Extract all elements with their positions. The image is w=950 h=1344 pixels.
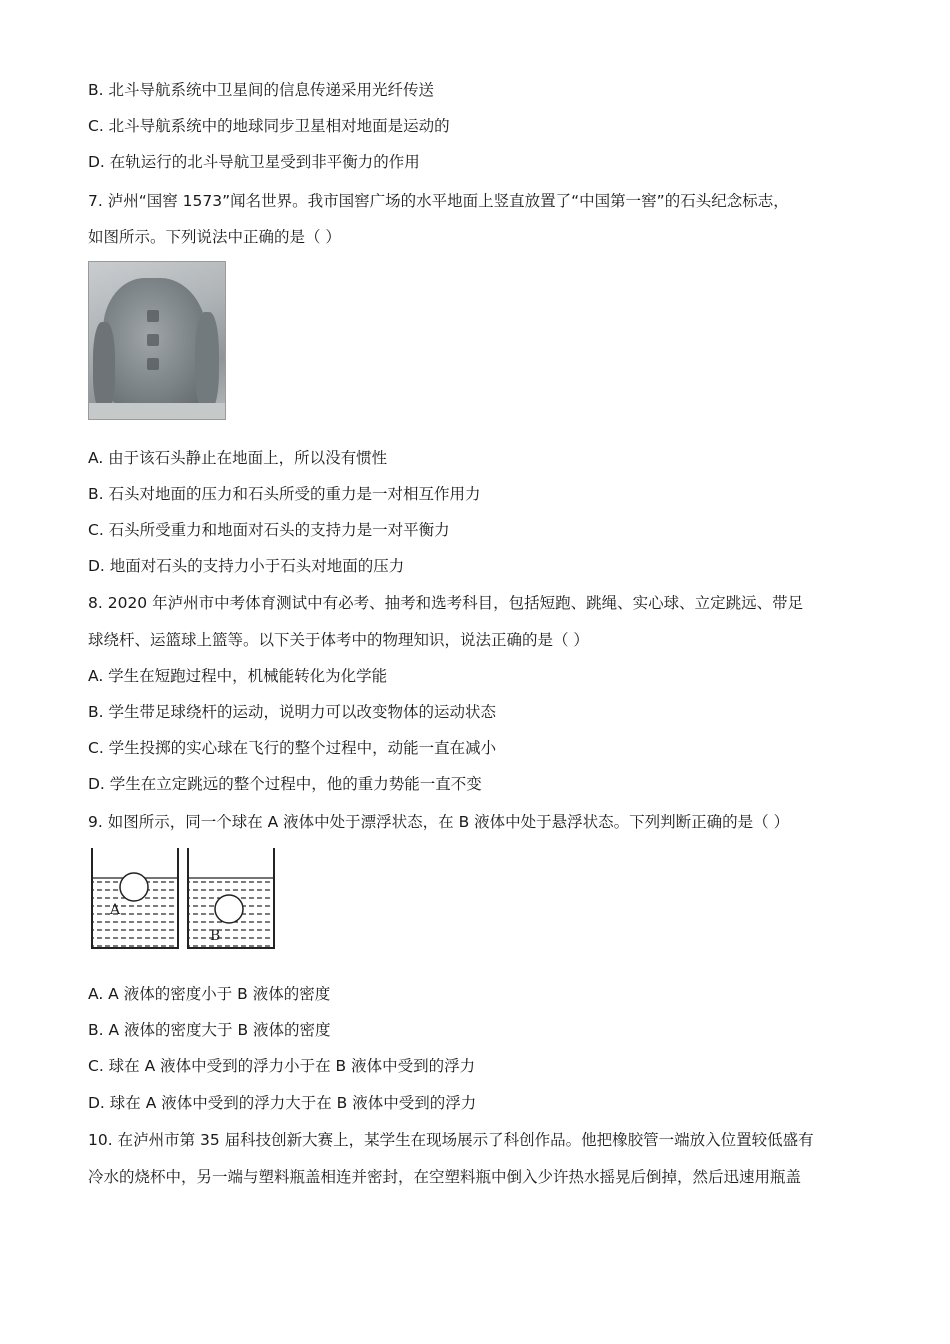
- ball-a: [120, 873, 148, 901]
- q6-option-c: C. 北斗导航系统中的地球同步卫星相对地面是运动的: [88, 117, 450, 135]
- q8-option-c: C. 学生投掷的实心球在飞行的整个过程中，动能一直在减小: [88, 739, 497, 757]
- beaker-b: [188, 848, 274, 948]
- q8-stem-line2: 球绕杆、运篮球上篮等。以下关于体考中的物理知识，说法正确的是（ ）: [88, 631, 589, 649]
- label-a: A: [110, 902, 121, 918]
- q8-option-b: B. 学生带足球绕杆的运动，说明力可以改变物体的运动状态: [88, 703, 496, 721]
- q9-stem: 9. 如图所示，同一个球在 A 液体中处于漂浮状态，在 B 液体中处于悬浮状态。下列判断正确的是（ ）: [88, 813, 790, 831]
- q7-option-a: A. 由于该石头静止在地面上，所以没有惯性: [88, 449, 388, 467]
- beakers-figure: [88, 846, 278, 952]
- q9-option-a: A. A 液体的密度小于 B 液体的密度: [88, 985, 331, 1003]
- q7-option-d: D. 地面对石头的支持力小于石头对地面的压力: [88, 557, 405, 575]
- label-b: B: [210, 928, 221, 944]
- ball-b: [215, 895, 243, 923]
- q8-stem-line1: 8. 2020 年泸州市中考体育测试中有必考、抽考和选考科目，包括短跑、跳绳、实心球、立定跳远、带足: [88, 594, 804, 612]
- q7-stem-line2: 如图所示。下列说法中正确的是（ ）: [88, 228, 341, 246]
- q7-stem-line1: 7. 泸州“国窖 1573”闻名世界。我市国窖广场的水平地面上竖直放置了“中国第一窖”的石头纪念标志，: [88, 192, 789, 210]
- stone-monument-photo: [88, 261, 226, 420]
- q10-stem-line2: 冷水的烧杯中，另一端与塑料瓶盖相连并密封，在空塑料瓶中倒入少许热水摇晃后倒掉，然后迅速用瓶盖: [88, 1168, 802, 1186]
- beaker-a: [92, 848, 178, 948]
- q7-option-c: C. 石头所受重力和地面对石头的支持力是一对平衡力: [88, 521, 450, 539]
- q9-option-b: B. A 液体的密度大于 B 液体的密度: [88, 1021, 331, 1039]
- q9-option-c: C. 球在 A 液体中受到的浮力小于在 B 液体中受到的浮力: [88, 1057, 476, 1075]
- q7-option-b: B. 石头对地面的压力和石头所受的重力是一对相互作用力: [88, 485, 481, 503]
- q8-option-a: A. 学生在短跑过程中，机械能转化为化学能: [88, 667, 388, 685]
- q6-option-d: D. 在轨运行的北斗导航卫星受到非平衡力的作用: [88, 153, 420, 171]
- q8-option-d: D. 学生在立定跳远的整个过程中，他的重力势能一直不变: [88, 775, 482, 793]
- q6-option-b: B. 北斗导航系统中卫星间的信息传递采用光纤传送: [88, 81, 434, 99]
- q9-option-d: D. 球在 A 液体中受到的浮力大于在 B 液体中受到的浮力: [88, 1094, 477, 1112]
- q10-stem-line1: 10. 在泸州市第 35 届科技创新大赛上，某学生在现场展示了科创作品。他把橡胶管一端放入位置较低盛有: [88, 1131, 814, 1149]
